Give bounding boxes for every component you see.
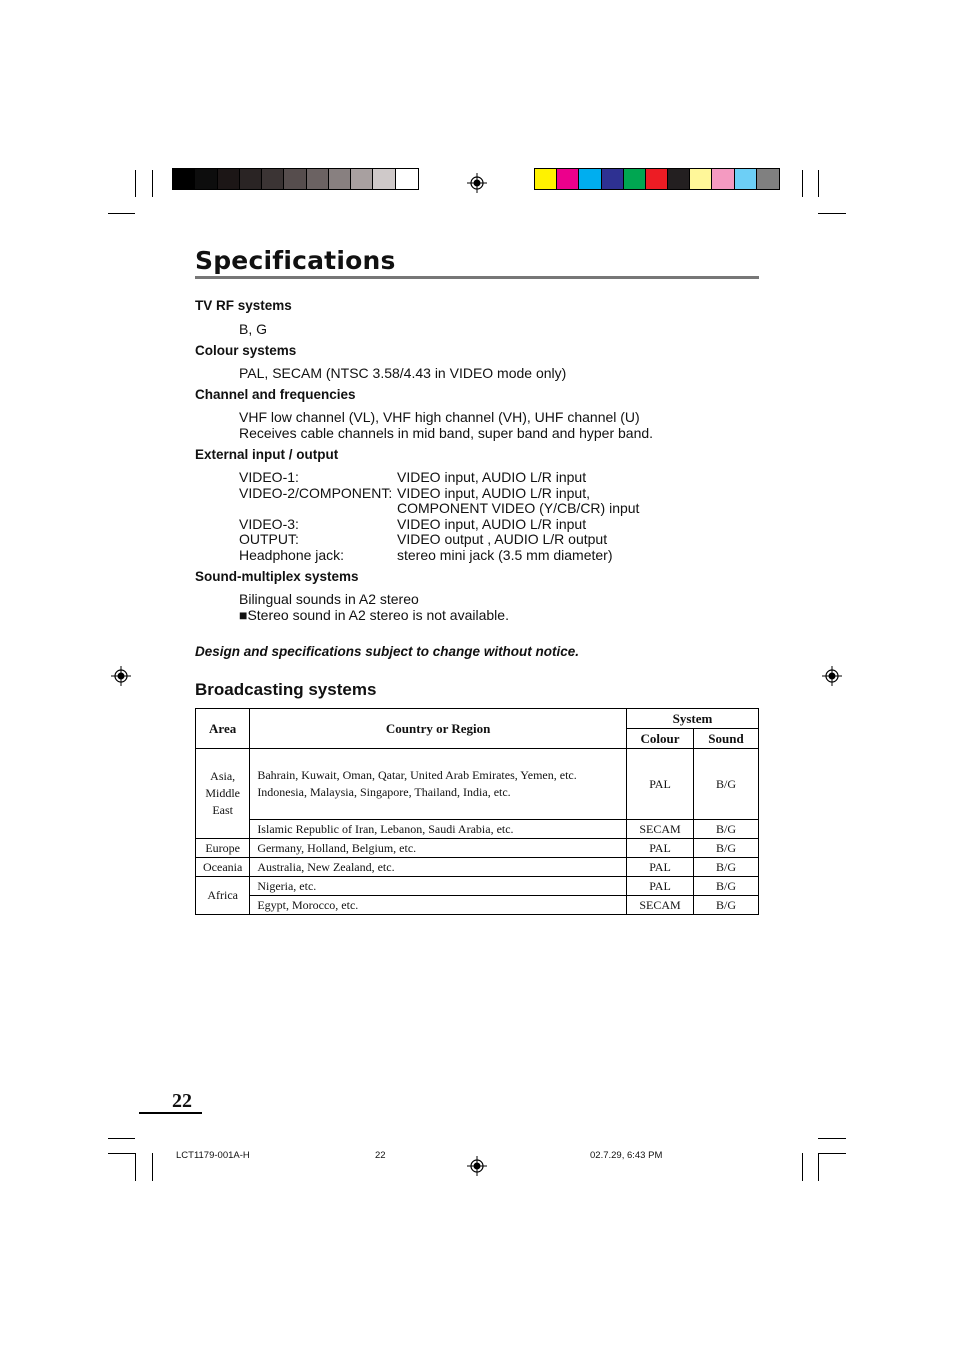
colour-cell: PAL [627,749,694,820]
color-swatch [646,169,668,189]
io-name: VIDEO-2/COMPONENT: [239,485,393,501]
io-value: VIDEO output , AUDIO L/R output [397,531,608,547]
section-heading-broadcasting: Broadcasting systems [195,680,377,699]
country-cell: Egypt, Morocco, etc. [250,896,627,915]
spec-label-tv-rf: TV RF systems [195,298,292,313]
disclaimer-note: Design and specifications subject to change without notice. [195,644,580,659]
page-title: Specifications [195,246,396,275]
sound-cell: B/G [694,839,759,858]
colour-cell: SECAM [627,820,694,839]
sound-cell: B/G [694,749,759,820]
spec-value-sound-2: ■Stereo sound in A2 stereo is not available. [239,607,509,623]
io-name: Headphone jack: [239,547,345,563]
table-row [196,896,759,915]
spec-value-channel-2: Receives cable channels in mid band, super band and hyper band. [239,425,654,441]
spec-value-channel-1: VHF low channel (VL), VHF high channel (VH), UHF channel (U) [239,409,640,425]
color-bar [534,168,780,190]
color-swatch [351,169,373,189]
country-cell: Islamic Republic of Iran, Lebanon, Saudi Arabia, etc. [250,820,627,839]
color-swatch [329,169,351,189]
io-value: VIDEO input, AUDIO L/R input [397,516,587,532]
registration-mark-icon [467,173,487,193]
color-swatch [535,169,557,189]
color-swatch [735,169,757,189]
sound-cell: B/G [694,877,759,896]
country-cell: Germany, Holland, Belgium, etc. [250,839,627,858]
io-value: VIDEO input, AUDIO L/R input, [397,485,590,501]
registration-mark-icon [111,666,131,686]
country-cell: Nigeria, etc. [250,877,627,896]
footer-date: 02.7.29, 6:43 PM [590,1150,663,1161]
spec-label-colour: Colour systems [195,343,297,358]
registration-mark-icon [467,1156,487,1176]
column-header-area: Area [196,709,250,749]
io-name: VIDEO-1: [239,469,299,485]
color-swatch [173,169,195,189]
color-swatch [579,169,601,189]
sound-cell: B/G [694,896,759,915]
sound-cell: B/G [694,858,759,877]
column-header-country: Country or Region [250,709,627,749]
color-swatch [373,169,395,189]
color-swatch [240,169,262,189]
broadcasting-table [195,708,759,915]
io-name: OUTPUT: [239,531,299,547]
colour-cell: PAL [627,839,694,858]
color-swatch [602,169,624,189]
color-swatch [218,169,240,189]
color-swatch [396,169,418,189]
area-cell: Europe [196,839,250,858]
title-rule [195,276,759,279]
table-row [196,858,759,877]
colour-cell: PAL [627,877,694,896]
color-swatch [668,169,690,189]
io-value: COMPONENT VIDEO (Y/CB/CR) input [397,500,640,516]
area-cell: Africa [196,877,250,915]
spec-label-sound: Sound-multiplex systems [195,569,359,584]
io-name: VIDEO-3: [239,516,299,532]
registration-mark-icon [822,666,842,686]
io-value: VIDEO input, AUDIO L/R input [397,469,587,485]
spec-value-colour: PAL, SECAM (NTSC 3.58/4.43 in VIDEO mode only) [239,365,567,381]
color-swatch [712,169,734,189]
page-number-rule [139,1112,202,1114]
column-header-system: System [627,709,759,729]
color-swatch [195,169,217,189]
colour-cell: SECAM [627,896,694,915]
table-row [196,820,759,839]
spec-label-channel: Channel and frequencies [195,387,356,402]
color-swatch [690,169,712,189]
footer-code: LCT1179-001A-H [176,1150,250,1161]
sound-cell: B/G [694,820,759,839]
table-row [196,839,759,858]
table-row [196,749,759,820]
spec-value-tv-rf: B, G [239,321,268,337]
grayscale-bar [172,168,419,190]
colour-cell: PAL [627,858,694,877]
area-cell: Asia, Middle East [196,749,250,839]
color-swatch [557,169,579,189]
color-swatch [624,169,646,189]
column-header-sound: Sound [694,729,759,749]
country-cell: Australia, New Zealand, etc. [250,858,627,877]
io-value: stereo mini jack (3.5 mm diameter) [397,547,613,563]
footer-page: 22 [375,1150,386,1161]
column-header-colour: Colour [627,729,694,749]
color-swatch [307,169,329,189]
color-swatch [757,169,779,189]
spec-label-external: External input / output [195,447,339,462]
area-cell: Oceania [196,858,250,877]
spec-value-sound-1: Bilingual sounds in A2 stereo [239,591,419,607]
page-number: 22 [172,1090,192,1112]
table-row [196,877,759,896]
color-swatch [262,169,284,189]
color-swatch [284,169,306,189]
country-cell: Bahrain, Kuwait, Oman, Qatar, United Arab Emirates, Yemen, etc. Indonesia, Malaysia, Singapore, Thailand, India, etc. [250,749,627,820]
